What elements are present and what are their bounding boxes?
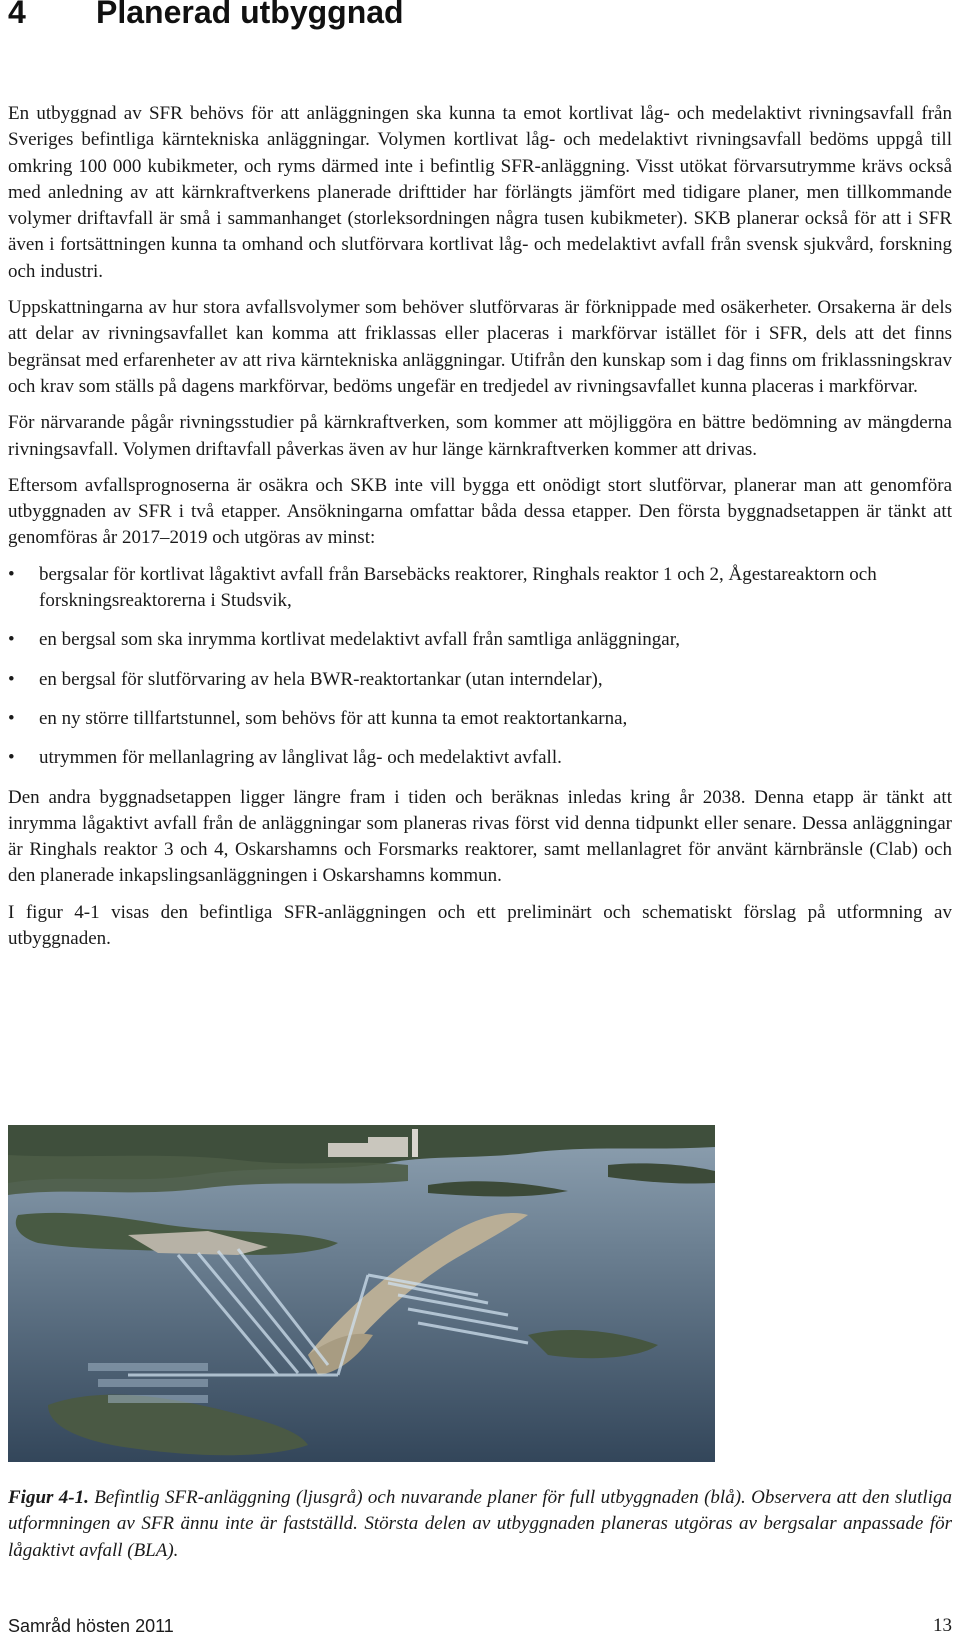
list-item: • en bergsal för slutförvaring av hela BWR-reaktortankar (utan interndelar), xyxy=(8,667,952,693)
list-item: • bergsalar för kortlivat lågaktivt avfall från Barsebäcks reaktorer, Ringhals reaktor 1 och 2, Ågestareaktorn och forskningsreaktorerna i Studsvik, xyxy=(8,562,952,615)
list-item: • en ny större tillfartstunnel, som behövs för att kunna ta emot reaktortankarna, xyxy=(8,706,952,732)
paragraph: I figur 4-1 visas den befintliga SFR-anläggningen och ett preliminärt och schematiskt förslag på utformning av utbyggnaden. xyxy=(8,901,952,950)
chapter-title: Planerad utbyggnad xyxy=(96,0,404,30)
body-text xyxy=(8,101,952,962)
figure-caption xyxy=(8,1485,952,1564)
figure-label: Figur 4-1. xyxy=(8,1487,89,1508)
figure-aerial-photo xyxy=(8,1125,715,1462)
aerial-photo-illustration xyxy=(8,1125,715,1462)
paragraph: Den andra byggnadsetappen ligger längre fram i tiden och beräknas inledas kring år 2038. Denna etapp är tänkt att inrymma lågaktivt avfall från de anläggningar som planeras rivas först vid denna tidpunkt eller senare. Dessa anläggningar är Ringhals reaktor 3 och 4, Oskarshamns och Forsmarks reaktorer, samt mellanlagret för använt kärnbränsle (Clab) och den planerade inkapslingsanläggningen i Oskarshamns kommun. xyxy=(8,786,952,887)
chapter-number: 4 xyxy=(8,0,26,30)
paragraph: Uppskattningarna av hur stora avfallsvolymer som behöver slutförvaras är förknippade med osäkerheter. Orsakerna är dels att delar av rivningsavfallet kan komma att friklassas eller placeras i markförvar istället för i SFR, dels att det finns begränsat med erfarenheter av att riva kärntekniska anläggningar. Utifrån den kunskap som i dag finns om friklassningskrav och krav som ställs på dagens markförvar, bedöms ungefär en tredjedel av rivningsavfallet kunna placeras i markförvar. xyxy=(8,297,952,397)
footer-title: Samråd hösten 2011 xyxy=(8,1616,174,1636)
figure-caption-text: Befintlig SFR-anläggning (ljusgrå) och nuvarande planer för full utbyggnaden (blå). Observera att den slutliga utformningen av SFR ännu inte är fastställd. Största delen av utbyggnaden planeras utgöras av bergsalar anpassade för lågaktivt avfall (BLA). xyxy=(8,1487,952,1561)
chapter-heading xyxy=(8,0,404,32)
stage-one-list xyxy=(8,562,952,772)
page-number: 13 xyxy=(933,1615,952,1636)
list-item: • en bergsal som ska inrymma kortlivat medelaktivt avfall från samtliga anläggningar, xyxy=(8,627,952,653)
paragraph: En utbyggnad av SFR behövs för att anläggningen ska kunna ta emot kortlivat låg- och medelaktivt rivningsavfall från Sveriges befintliga kärntekniska anläggningar. Volymen kortlivat låg- och medelaktivt rivningsavfall bedöms uppgå till omkring 100 000 kubikmeter, och ryms därmed inte i befintlig SFR-anläggning. Visst utökat förvarsutrymme krävs också med anledning av att kärnkraftverkens planerade drifttider har förlängts jämfört med tidigare planer, men tillkommande volymer driftavfall är små i sammanhanget (storleksordningen några tusen kubikmeter). SKB planerar också för att i SFR även i fortsättningen kunna ta omhand och slutförvara kortlivat låg- och medelaktivt avfall från svensk sjukvård, forskning och industri. xyxy=(8,103,952,282)
paragraph: För närvarande pågår rivningsstudier på kärnkraftverken, som kommer att möjliggöra en bättre bedömning av mängderna rivningsavfall. Volymen driftavfall påverkas även av hur länge kärnkraftverken kommer att drivas. xyxy=(8,412,952,460)
list-item: • utrymmen för mellanlagring av långlivat låg- och medelaktivt avfall. xyxy=(8,745,952,771)
paragraph: Eftersom avfallsprognoserna är osäkra och SKB inte vill bygga ett onödigt stort slutförvar, planerar man att genomföra utbyggnaden av SFR i två etapper. Ansökningarna omfattar båda dessa etapper. Den första byggnadsetappen är tänkt att genomföras år 2017–2019 och utgöras av minst: xyxy=(8,474,952,549)
